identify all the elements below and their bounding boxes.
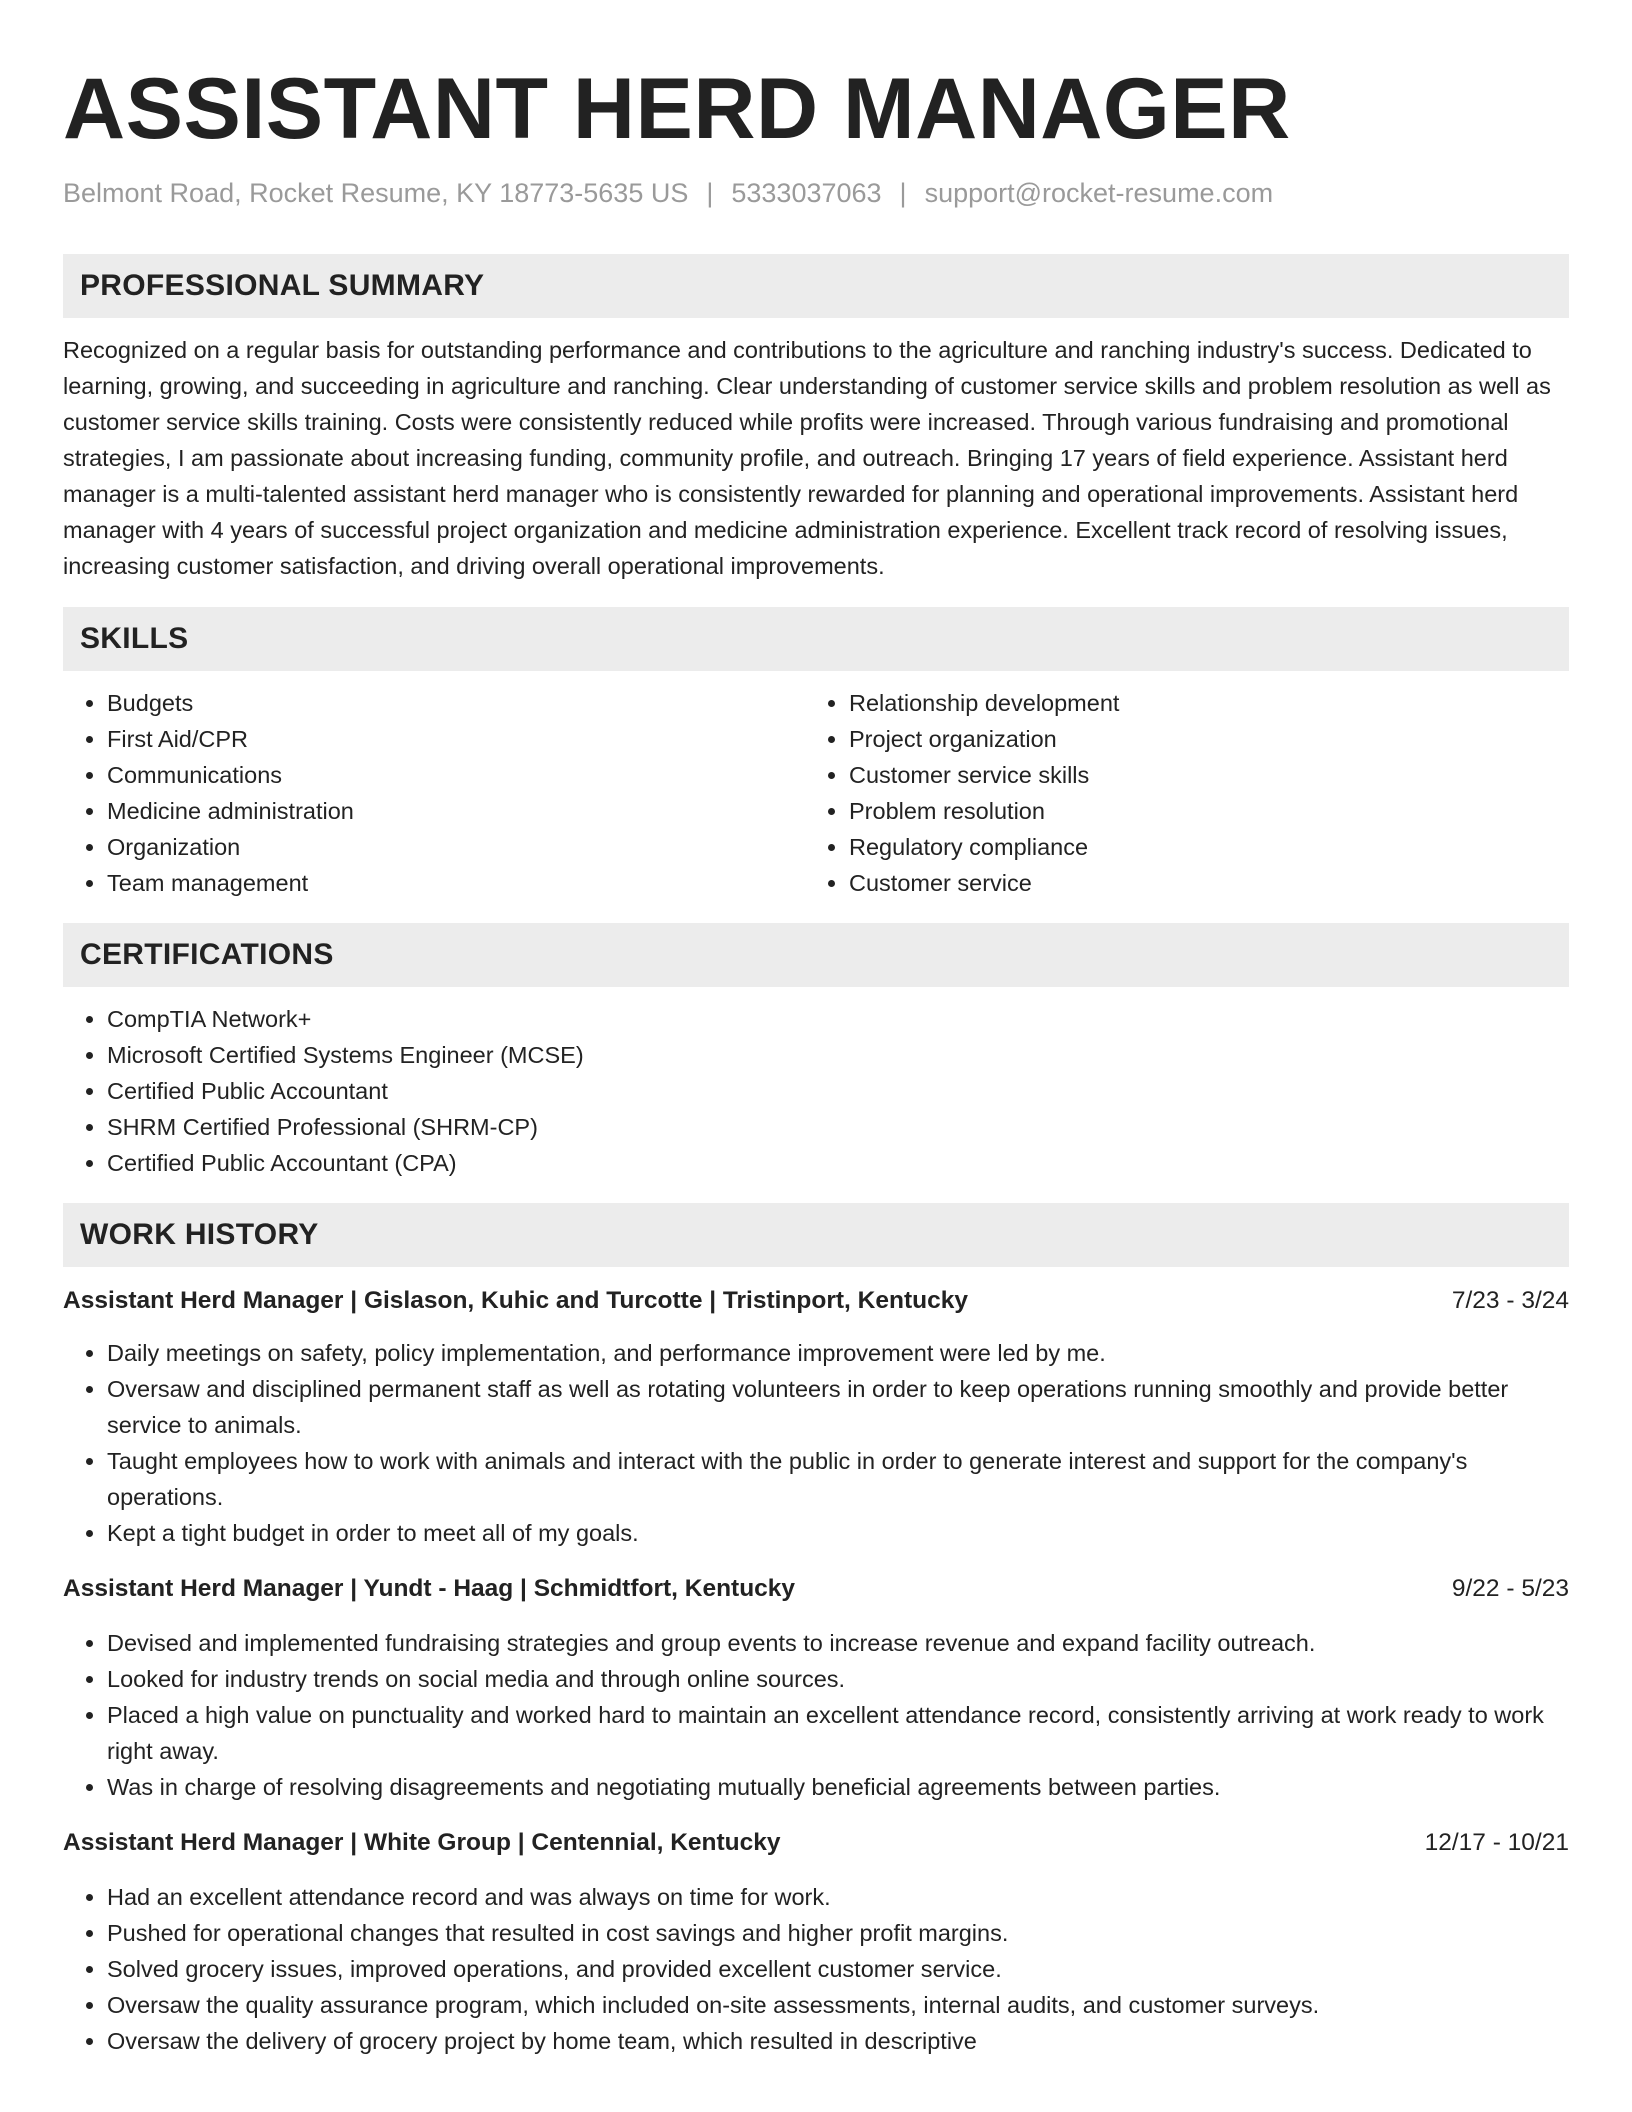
job-title: Assistant Herd Manager | White Group | Centennial, Kentucky bbox=[63, 1829, 781, 1856]
certification-item: • SHRM Certified Professional (SHRM-CP) bbox=[107, 1109, 1569, 1145]
skill-item: • Project organization bbox=[849, 721, 1547, 757]
contact-separator: | bbox=[899, 178, 907, 208]
job-dates: 9/22 - 5/23 bbox=[1451, 1575, 1569, 1602]
job-bullet: • Oversaw the quality assurance program, which included on-site assessments, internal audits, and customer surveys. bbox=[107, 1987, 1569, 2023]
skill-item: • Team management bbox=[107, 865, 805, 901]
skills-column-right bbox=[805, 685, 1547, 901]
skill-item: • Relationship development bbox=[849, 685, 1547, 721]
skill-item: • Medicine administration bbox=[107, 793, 805, 829]
job-entry bbox=[63, 1283, 1569, 1551]
skill-item: • Communications bbox=[107, 757, 805, 793]
work-history-section-header: WORK HISTORY bbox=[63, 1203, 1569, 1267]
candidate-name: ASSISTANT HERD MANAGER bbox=[63, 61, 1291, 157]
skill-item: • Customer service skills bbox=[849, 757, 1547, 793]
contact-email: support@rocket-resume.com bbox=[924, 178, 1274, 208]
skill-item: • Customer service bbox=[849, 865, 1547, 901]
contact-address: Belmont Road, Rocket Resume, KY 18773-5635 US bbox=[63, 178, 689, 208]
skills-section-header: SKILLS bbox=[63, 607, 1569, 671]
job-bullet: • Looked for industry trends on social media and through online sources. bbox=[107, 1661, 1569, 1697]
job-bullet: • Placed a high value on punctuality and worked hard to maintain an excellent attendance record, consistently arriving at work ready to work right away. bbox=[107, 1697, 1569, 1769]
skills-list-right bbox=[805, 685, 1547, 901]
contact-line bbox=[63, 178, 1569, 209]
summary-section-header: PROFESSIONAL SUMMARY bbox=[63, 254, 1569, 318]
job-bullet: • Taught employees how to work with animals and interact with the public in order to generate interest and support for the company's operations. bbox=[107, 1443, 1569, 1515]
job-bullet: • Daily meetings on safety, policy implementation, and performance improvement were led by me. bbox=[107, 1335, 1569, 1371]
certifications-section-header: CERTIFICATIONS bbox=[63, 923, 1569, 987]
job-bullet: • Pushed for operational changes that resulted in cost savings and higher profit margins. bbox=[107, 1915, 1569, 1951]
contact-separator: | bbox=[706, 178, 714, 208]
certification-item: • Certified Public Accountant (CPA) bbox=[107, 1145, 1569, 1181]
certifications-list bbox=[63, 1001, 1569, 1181]
job-bullet: • Kept a tight budget in order to meet all of my goals. bbox=[107, 1515, 1569, 1551]
summary-text: Recognized on a regular basis for outstanding performance and contributions to the agriculture and ranching industry's success. Dedicated to learning, growing, and succeeding in agriculture and ranching. Clear understanding of customer service skills and problem resolution as well as customer service skills training. Costs were consistently reduced while profits were increased. Through various fundraising and promotional strategies, I am passionate about increasing funding, community profile, and outreach. Bringing 17 years of field experience. Assistant herd manager is a multi-talented assistant herd manager who is consistently rewarded for planning and operational improvements. Assistant herd manager with 4 years of successful project organization and medicine administration experience. Excellent track record of resolving issues, increasing customer satisfaction, and driving overall operational improvements. bbox=[63, 337, 1551, 579]
skills-column-left bbox=[63, 685, 805, 901]
certification-item: • CompTIA Network+ bbox=[107, 1001, 1569, 1037]
job-bullets bbox=[63, 1625, 1569, 1805]
job-dates: 12/17 - 10/21 bbox=[1424, 1829, 1569, 1856]
job-bullet: • Oversaw the delivery of grocery project by home team, which resulted in descriptive bbox=[107, 2023, 1569, 2059]
skills-list-left bbox=[63, 685, 805, 901]
job-title: Assistant Herd Manager | Yundt - Haag | Schmidtfort, Kentucky bbox=[63, 1575, 796, 1602]
job-bullet: • Was in charge of resolving disagreements and negotiating mutually beneficial agreements between parties. bbox=[107, 1769, 1569, 1805]
job-bullets bbox=[63, 1879, 1569, 2059]
job-bullets bbox=[63, 1335, 1569, 1551]
job-bullet: • Solved grocery issues, improved operations, and provided excellent customer service. bbox=[107, 1951, 1569, 1987]
skill-item: • Regulatory compliance bbox=[849, 829, 1547, 865]
job-bullet: • Devised and implemented fundraising strategies and group events to increase revenue and expand facility outreach. bbox=[107, 1625, 1569, 1661]
certification-item: • Certified Public Accountant bbox=[107, 1073, 1569, 1109]
job-header bbox=[63, 1825, 1569, 1861]
skills-grid bbox=[63, 685, 1569, 901]
job-bullet: • Had an excellent attendance record and was always on time for work. bbox=[107, 1879, 1569, 1915]
certification-item: • Microsoft Certified Systems Engineer (MCSE) bbox=[107, 1037, 1569, 1073]
job-header bbox=[63, 1283, 1569, 1319]
job-entry bbox=[63, 1571, 1569, 1805]
job-entry bbox=[63, 1825, 1569, 2059]
contact-phone: 5333037063 bbox=[731, 178, 882, 208]
job-header bbox=[63, 1571, 1569, 1607]
skill-item: • First Aid/CPR bbox=[107, 721, 805, 757]
job-title: Assistant Herd Manager | Gislason, Kuhic and Turcotte | Tristinport, Kentucky bbox=[63, 1287, 968, 1314]
job-dates: 7/23 - 3/24 bbox=[1451, 1287, 1569, 1314]
job-bullet: • Oversaw and disciplined permanent staff as well as rotating volunteers in order to keep operations running smoothly and provide better service to animals. bbox=[107, 1371, 1569, 1443]
skill-item: • Problem resolution bbox=[849, 793, 1547, 829]
skill-item: • Organization bbox=[107, 829, 805, 865]
skill-item: • Budgets bbox=[107, 685, 805, 721]
